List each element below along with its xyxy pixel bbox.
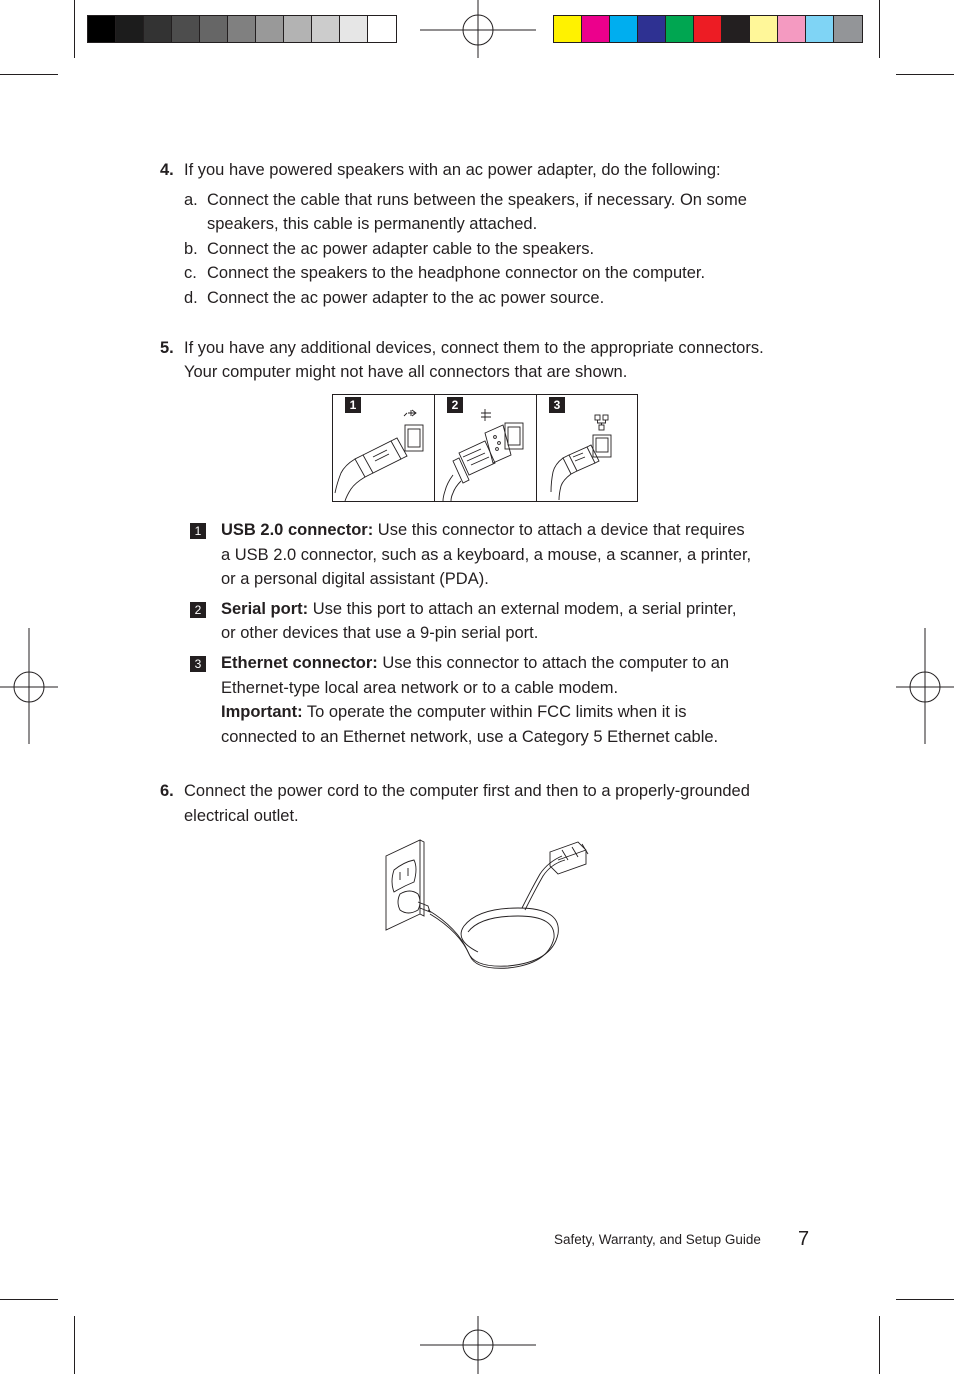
- important-label: Important:: [221, 703, 303, 721]
- power-cord-outlet-illustration: [382, 836, 592, 972]
- color-swatch: [256, 16, 284, 42]
- serial-port-line2: or other devices that use a 9-pin serial port.: [221, 624, 539, 642]
- connector-tag-3: 3: [190, 656, 206, 672]
- color-swatch: [200, 16, 228, 42]
- process-color-bar: [553, 15, 863, 43]
- color-swatch: [312, 16, 340, 42]
- figure-panel-tag-1: 1: [345, 397, 361, 413]
- color-swatch: [116, 16, 144, 42]
- color-swatch: [722, 16, 750, 42]
- serial-port-line1: [221, 597, 736, 622]
- registration-mark-right: [896, 628, 954, 746]
- step-6-text-line1: Connect the power cord to the computer first and then to a properly-grounded: [184, 782, 750, 800]
- connector-tag-2: 2: [190, 602, 206, 618]
- color-swatch: [88, 16, 116, 42]
- registration-mark-bottom: [420, 1314, 536, 1374]
- step-4d-text: Connect the ac power adapter to the ac power source.: [207, 289, 605, 307]
- registration-mark-top: [420, 0, 536, 60]
- usb-connector-term: USB 2.0 connector:: [221, 521, 374, 539]
- usb-connector-line3: or a personal digital assistant (PDA).: [221, 570, 489, 588]
- ethernet-connector-line1: [221, 651, 729, 676]
- usb-connector-illustration: [333, 395, 433, 501]
- color-swatch: [582, 16, 610, 42]
- ethernet-connector-line2: Ethernet-type local area network or to a cable modem.: [221, 679, 619, 697]
- usb-connector-line1: [221, 518, 745, 543]
- figure-panel-tag-2: 2: [447, 397, 463, 413]
- step-4b-text: Connect the ac power adapter cable to the speakers.: [207, 240, 595, 258]
- color-swatch: [694, 16, 722, 42]
- color-swatch: [806, 16, 834, 42]
- usb-connector-text: Use this connector to attach a device that requires: [373, 521, 745, 539]
- color-swatch: [172, 16, 200, 42]
- color-swatch: [638, 16, 666, 42]
- step-5-text-line2: Your computer might not have all connectors that are shown.: [184, 363, 628, 381]
- ethernet-connector-text: Use this connector to attach the computer to an: [377, 654, 730, 672]
- step-4a-text-line2: speakers, this cable is permanently attached.: [207, 215, 538, 233]
- step-4b-letter: b.: [184, 240, 198, 258]
- important-note-line1: [221, 700, 687, 725]
- step-4c-letter: c.: [184, 264, 197, 282]
- registration-mark-left: [0, 628, 60, 746]
- important-note-line2: connected to an Ethernet network, use a Category 5 Ethernet cable.: [221, 728, 719, 746]
- color-swatch: [368, 16, 396, 42]
- footer-title: Safety, Warranty, and Setup Guide: [554, 1232, 761, 1247]
- step-4-intro: If you have powered speakers with an ac power adapter, do the following:: [184, 161, 721, 179]
- color-swatch: [778, 16, 806, 42]
- color-swatch: [284, 16, 312, 42]
- step-6-text-line2: electrical outlet.: [184, 807, 299, 825]
- usb-connector-line2: a USB 2.0 connector, such as a keyboard, a mouse, a scanner, a printer,: [221, 546, 752, 564]
- figure-panel-tag-3: 3: [549, 397, 565, 413]
- color-swatch: [554, 16, 582, 42]
- color-swatch: [610, 16, 638, 42]
- step-4a-text-line1: Connect the cable that runs between the speakers, if necessary. On some: [207, 191, 747, 209]
- important-text: To operate the computer within FCC limits when it is: [302, 703, 687, 721]
- step-4-number: 4.: [160, 161, 174, 179]
- color-swatch: [834, 16, 862, 42]
- connectors-figure: [332, 394, 638, 502]
- ethernet-connector-illustration: [537, 395, 637, 501]
- step-5-text-line1: If you have any additional devices, connect them to the appropriate connectors.: [184, 339, 764, 357]
- color-swatch: [340, 16, 368, 42]
- color-swatch: [666, 16, 694, 42]
- step-4c-text: Connect the speakers to the headphone connector on the computer.: [207, 264, 706, 282]
- step-6-number: 6.: [160, 782, 174, 800]
- step-4a-letter: a.: [184, 191, 198, 209]
- step-5-number: 5.: [160, 339, 174, 357]
- color-swatch: [750, 16, 778, 42]
- serial-port-text: Use this port to attach an external modem, a serial printer,: [308, 600, 737, 618]
- grayscale-color-bar: [87, 15, 397, 43]
- connector-tag-1: 1: [190, 523, 206, 539]
- serial-port-illustration: [435, 395, 535, 501]
- color-swatch: [144, 16, 172, 42]
- ethernet-connector-term: Ethernet connector:: [221, 654, 378, 672]
- serial-port-term: Serial port:: [221, 600, 309, 618]
- step-4d-letter: d.: [184, 289, 198, 307]
- color-swatch: [228, 16, 256, 42]
- page-number: 7: [798, 1228, 810, 1250]
